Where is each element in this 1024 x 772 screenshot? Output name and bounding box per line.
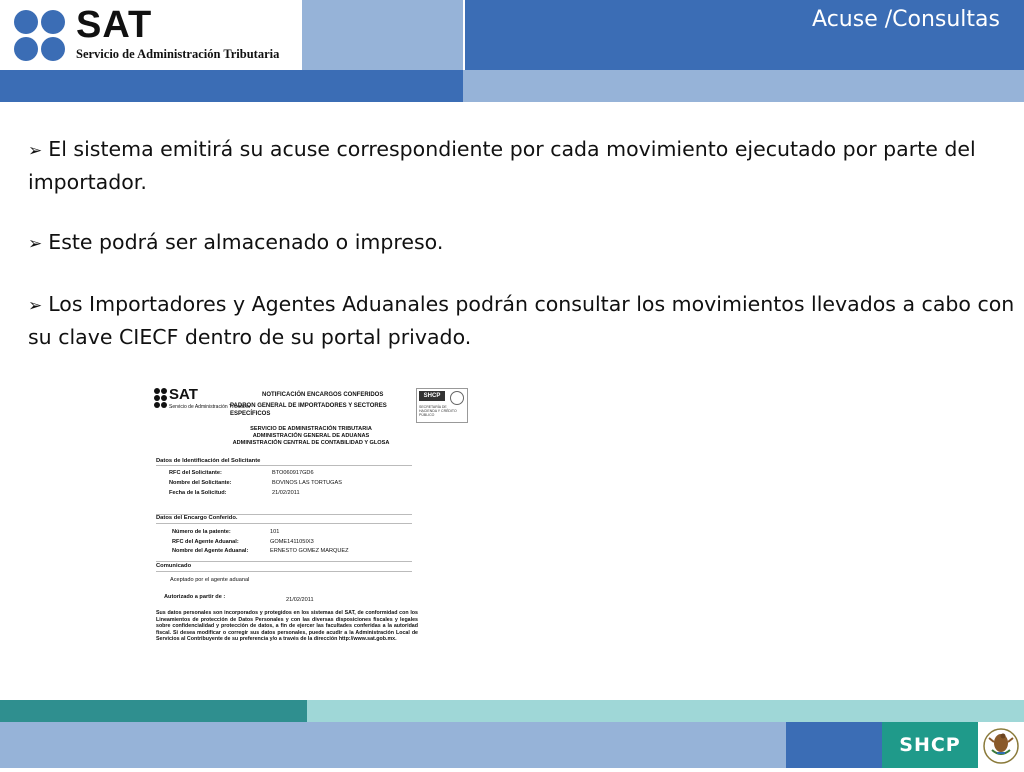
sat-dots-icon [14, 10, 70, 66]
doc-field-label: RFC del Agente Aduanal: [172, 539, 239, 545]
sat-subtitle: Servicio de Administración Tributaria [76, 47, 280, 61]
mexico-eagle-seal-icon [978, 722, 1024, 768]
doc-service-line: ADMINISTRACIÓN GENERAL DE ADUANAS [252, 433, 370, 439]
doc-field-label: Número de la patente: [172, 529, 231, 535]
bullet-text: El sistema emitirá su acuse correspondiente por cada movimiento ejecutado por parte del importador. [28, 137, 976, 194]
doc-divider [156, 571, 412, 572]
arrow-bullet-icon: ➢ [28, 234, 43, 254]
doc-section-heading: Comunicado [156, 563, 192, 569]
doc-comunicado-text: Aceptado por el agente aduanal [170, 577, 250, 583]
doc-divider [156, 523, 412, 524]
sat-logo [14, 4, 304, 68]
footer-teal-strip [0, 700, 307, 722]
doc-field-value: 101 [270, 529, 280, 535]
page-title: Acuse /Consultas [812, 7, 1000, 32]
doc-notification-title: NOTIFICACIÓN ENCARGOS CONFERIDOS [262, 392, 384, 398]
header-band-light [463, 70, 1024, 102]
bullet-item [28, 227, 1018, 260]
doc-service-line: SERVICIO DE ADMINISTRACIÓN TRIBUTARIA [250, 426, 372, 432]
doc-legal-notice: Sus datos personales son incorporados y protegidos en los sistemas del SAT, de conformidad con los Lineamientos de protección de Datos Personales y con las diversas disposiciones fiscales y legales sobre confidencialidad y protección de datos, a fin de ejercer las facultades conferidas a la autoridad fiscal. Si desea modificar o corregir sus datos personales, puede acudir a la Administración Local de Servicios al Contribuyente de su preferencia y/o a través de la dirección http://www.sat.gob.mx. [156, 610, 418, 643]
header-band-dark [0, 70, 463, 102]
doc-shcp-badge: SHCP [419, 391, 445, 401]
bullet-item [28, 289, 1018, 353]
arrow-bullet-icon: ➢ [28, 141, 43, 161]
doc-field-label: Nombre del Solicitante: [169, 480, 232, 486]
doc-field-label: Nombre del Agente Aduanal: [172, 548, 249, 554]
arrow-bullet-icon: ➢ [28, 296, 43, 316]
doc-field-value: BOVINOS LAS TORTUGAS [272, 480, 342, 486]
sat-wordmark: SAT [76, 4, 153, 46]
doc-field-label: Autorizado a partir de : [164, 594, 226, 600]
footer-shcp-logo: SHCP [882, 722, 978, 768]
footer-dark-blue-block [786, 722, 882, 768]
doc-sat-subtitle: Servicio de Administración Tributaria [169, 404, 250, 410]
bullet-item [28, 134, 1018, 198]
acuse-document-image [152, 384, 470, 656]
bullet-text: Los Importadores y Agentes Aduanales podrán consultar los movimientos llevados a cabo con su clave CIECF dentro de su portal privado. [28, 292, 1015, 349]
doc-field-value: ERNESTO GOMEZ MARQUEZ [270, 548, 349, 554]
doc-field-label: RFC del Solicitante: [169, 470, 222, 476]
doc-sat-dots-icon [154, 388, 168, 410]
doc-section-heading: Datos de Identificación del Solicitante [156, 458, 261, 464]
doc-divider [156, 561, 412, 562]
footer-light-teal-strip [307, 700, 1024, 722]
doc-padron-title: PADRON GENERAL DE IMPORTADORES Y SECTORES ESPECÍFICOS [230, 403, 387, 417]
header-light-blue-block [302, 0, 463, 70]
doc-field-label: Fecha de la Solicitud: [169, 490, 227, 496]
doc-field-value: 21/02/2011 [286, 597, 314, 603]
doc-divider [156, 465, 412, 466]
doc-field-value: GOME141105IX3 [270, 539, 314, 545]
bullet-list [28, 134, 1018, 382]
doc-sat-wordmark: SAT [169, 386, 198, 403]
doc-field-value: 21/02/2011 [272, 490, 300, 496]
doc-seal-icon [450, 391, 464, 405]
bullet-text: Este podrá ser almacenado o impreso. [48, 230, 444, 254]
doc-service-block [152, 426, 470, 447]
footer-seal-area [978, 722, 1024, 768]
footer-blue-band [0, 722, 786, 768]
doc-section-heading: Datos del Encargo Conferido. [156, 515, 238, 521]
doc-service-line: ADMINISTRACIÓN CENTRAL DE CONTABILIDAD Y GLOSA [232, 440, 390, 446]
doc-field-value: BTO060917GD6 [272, 470, 314, 476]
doc-shcp-caption: SECRETARÍA DE HACIENDA Y CRÉDITO PÚBLICO [419, 405, 457, 417]
doc-shcp-logo [416, 388, 468, 423]
